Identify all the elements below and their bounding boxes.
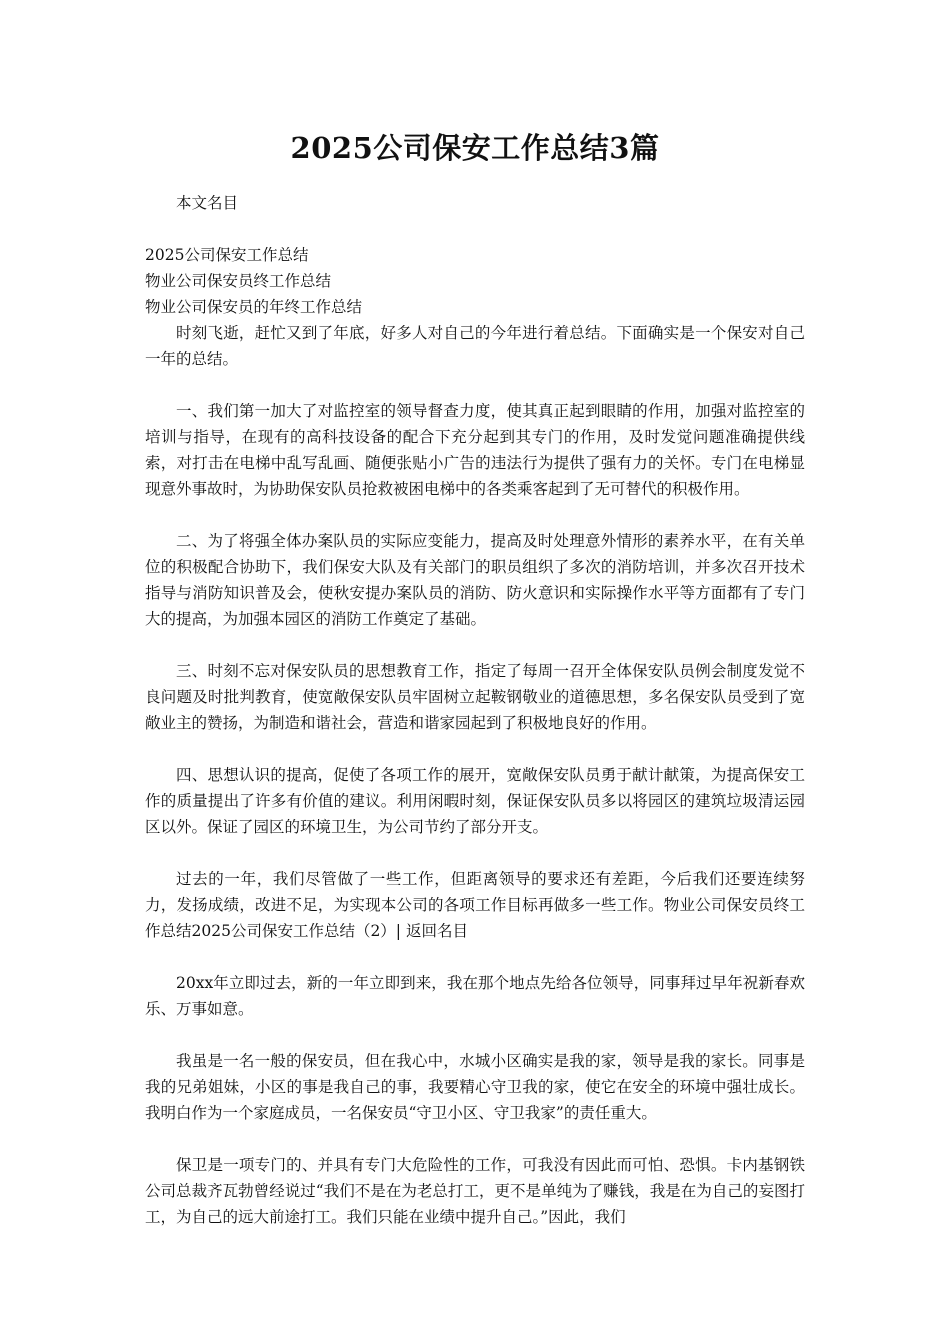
paragraph: 过去的一年，我们尽管做了一些工作，但距离领导的要求还有差距，今后我们还要连续努力，发扬成绩，改进不足，为实现本公司的各项工作目标再做多一些工作。物业公司保安员终工作总结2025公司保安工作总结（2）| 返回名目 — [145, 870, 805, 940]
paragraph: 四、思想认识的提高，促使了各项工作的展开，宽敞保安队员勇于献计献策，为提高保安工作的质量提出了许多有价值的建议。利用闲暇时刻，保证保安队员多以将园区的建筑垃圾清运园区以外。保证了园区的环境卫生，为公司节约了部分开支。 — [145, 766, 805, 836]
document-title: 2025公司保安工作总结3篇 — [290, 131, 660, 165]
toc-item[interactable]: 2025公司保安工作总结 — [145, 246, 309, 264]
document-body — [145, 320, 805, 1230]
paragraph: 时刻飞逝，赶忙又到了年底，好多人对自己的今年进行着总结。下面确实是一个保安对自己一年的总结。 — [145, 324, 805, 368]
paragraph: 20xx年立即过去，新的一年立即到来，我在那个地点先给各位领导，同事拜过早年祝新春欢乐、万事如意。 — [145, 974, 805, 1018]
paragraph: 二、为了将强全体办案队员的实际应变能力，提高及时处理意外情形的素养水平，在有关单位的积极配合协助下，我们保安大队及有关部门的职员组织了多次的消防培训，并多次召开技术指导与消防知识普及会，使秋安提办案队员的消防、防火意识和实际操作水平等方面都有了专门大的提高，为加强本园区的消防工作奠定了基础。 — [145, 532, 805, 628]
paragraph: 我虽是一名一般的保安员，但在我心中，水城小区确实是我的家，领导是我的家长。同事是我的兄弟姐妹，小区的事是我自己的事，我要精心守卫我的家，使它在安全的环境中强壮成长。我明白作为一个家庭成员，一名保安员“守卫小区、守卫我家”的责任重大。 — [145, 1052, 805, 1122]
paragraph: 一、我们第一加大了对监控室的领导督查力度，使其真正起到眼睛的作用，加强对监控室的培训与指导，在现有的高科技设备的配合下充分起到其专门的作用，及时发觉问题准确提供线索，对打击在电梯中乱写乱画、随便张贴小广告的违法行为提供了强有力的关怀。专门在电梯显现意外事故时，为协助保安队员抢救被困电梯中的各类乘客起到了无可替代的积极作用。 — [145, 402, 805, 498]
paragraph: 保卫是一项专门的、并具有专门大危险性的工作，可我没有因此而可怕、恐惧。卡内基钢铁公司总裁齐瓦勃曾经说过“我们不是在为老总打工，更不是单纯为了赚钱，我是在为自己的妄图打工，为自己的远大前途打工。我们只能在业绩中提升自己。”因此，我们 — [145, 1156, 805, 1226]
table-of-contents — [145, 242, 805, 320]
toc-item[interactable]: 物业公司保安员的年终工作总结 — [145, 298, 363, 316]
toc-item[interactable]: 物业公司保安员终工作总结 — [145, 272, 332, 290]
toc-heading: 本文名目 — [176, 194, 239, 212]
paragraph: 三、时刻不忘对保安队员的思想教育工作，指定了每周一召开全体保安队员例会制度发觉不良问题及时批判教育，使宽敞保安队员牢固树立起鞍钢敬业的道德思想，多名保安队员受到了宽敞业主的赞扬，为制造和谐社会，营造和谐家园起到了积极地良好的作用。 — [145, 662, 805, 732]
